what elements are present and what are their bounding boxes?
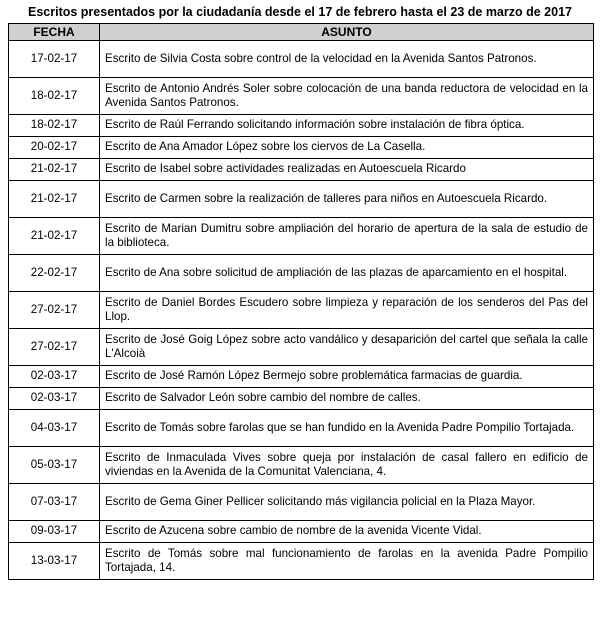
row-subject: Escrito de Antonio Andrés Soler sobre colocación de una banda reductora de velocidad en la Avenida Santos Patronos. bbox=[100, 78, 594, 115]
row-date: 20-02-17 bbox=[9, 137, 100, 159]
header-asunto: ASUNTO bbox=[100, 24, 594, 41]
table-row bbox=[9, 329, 594, 366]
row-date: 02-03-17 bbox=[9, 366, 100, 388]
table-row bbox=[9, 137, 594, 159]
row-subject: Escrito de José Ramón López Bermejo sobre problemática farmacias de guardia. bbox=[100, 366, 594, 388]
row-date: 09-03-17 bbox=[9, 521, 100, 543]
row-subject: Escrito de José Goig López sobre acto vandálico y desaparición del cartel que señala la calle L'Alcoià bbox=[100, 329, 594, 366]
table-row bbox=[9, 78, 594, 115]
table-row bbox=[9, 366, 594, 388]
row-subject: Escrito de Azucena sobre cambio de nombre de la avenida Vicente Vidal. bbox=[100, 521, 594, 543]
row-date: 27-02-17 bbox=[9, 329, 100, 366]
table-row bbox=[9, 218, 594, 255]
row-date: 04-03-17 bbox=[9, 410, 100, 447]
table-row bbox=[9, 115, 594, 137]
row-subject: Escrito de Ana sobre solicitud de ampliación de las plazas de aparcamiento en el hospital. bbox=[100, 255, 594, 292]
row-subject: Escrito de Marian Dumitru sobre ampliación del horario de apertura de la sala de estudio de la biblioteca. bbox=[100, 218, 594, 255]
row-date: 05-03-17 bbox=[9, 447, 100, 484]
row-subject: Escrito de Silvia Costa sobre control de la velocidad en la Avenida Santos Patronos. bbox=[100, 41, 594, 78]
row-date: 02-03-17 bbox=[9, 388, 100, 410]
row-date: 07-03-17 bbox=[9, 484, 100, 521]
row-date: 17-02-17 bbox=[9, 41, 100, 78]
document-title: Escritos presentados por la ciudadanía desde el 17 de febrero hasta el 23 de marzo de 2017 bbox=[28, 5, 572, 19]
row-subject: Escrito de Raúl Ferrando solicitando información sobre instalación de fibra óptica. bbox=[100, 115, 594, 137]
table-row bbox=[9, 410, 594, 447]
row-date: 22-02-17 bbox=[9, 255, 100, 292]
table-row bbox=[9, 388, 594, 410]
table-row bbox=[9, 292, 594, 329]
table-row bbox=[9, 159, 594, 181]
row-date: 27-02-17 bbox=[9, 292, 100, 329]
row-subject: Escrito de Tomás sobre farolas que se han fundido en la Avenida Padre Pompilio Tortajada. bbox=[100, 410, 594, 447]
row-date: 21-02-17 bbox=[9, 218, 100, 255]
table-row bbox=[9, 447, 594, 484]
row-subject: Escrito de Tomás sobre mal funcionamiento de farolas en la avenida Padre Pompilio Tortajada, 14. bbox=[100, 543, 594, 580]
row-date: 18-02-17 bbox=[9, 78, 100, 115]
row-date: 18-02-17 bbox=[9, 115, 100, 137]
table-row bbox=[9, 484, 594, 521]
table-row bbox=[9, 521, 594, 543]
row-date: 21-02-17 bbox=[9, 159, 100, 181]
table-row bbox=[9, 255, 594, 292]
row-date: 21-02-17 bbox=[9, 181, 100, 218]
row-subject: Escrito de Daniel Bordes Escudero sobre limpieza y reparación de los senderos del Pas del Llop. bbox=[100, 292, 594, 329]
row-subject: Escrito de Gema Giner Pellicer solicitando más vigilancia policial en la Plaza Mayor. bbox=[100, 484, 594, 521]
row-date: 13-03-17 bbox=[9, 543, 100, 580]
table-row bbox=[9, 181, 594, 218]
row-subject: Escrito de Isabel sobre actividades realizadas en Autoescuela Ricardo bbox=[100, 159, 594, 181]
table-row bbox=[9, 543, 594, 580]
header-fecha: FECHA bbox=[9, 24, 100, 41]
table-row bbox=[9, 41, 594, 78]
table-header-row bbox=[9, 24, 594, 41]
row-subject: Escrito de Ana Amador López sobre los ciervos de La Casella. bbox=[100, 137, 594, 159]
row-subject: Escrito de Salvador León sobre cambio del nombre de calles. bbox=[100, 388, 594, 410]
row-subject: Escrito de Carmen sobre la realización de talleres para niños en Autoescuela Ricardo. bbox=[100, 181, 594, 218]
escritos-table bbox=[8, 23, 594, 580]
row-subject: Escrito de Inmaculada Vives sobre queja por instalación de casal fallero en edificio de viviendas en la Avenida de la Comunitat Valenciana, 4. bbox=[100, 447, 594, 484]
